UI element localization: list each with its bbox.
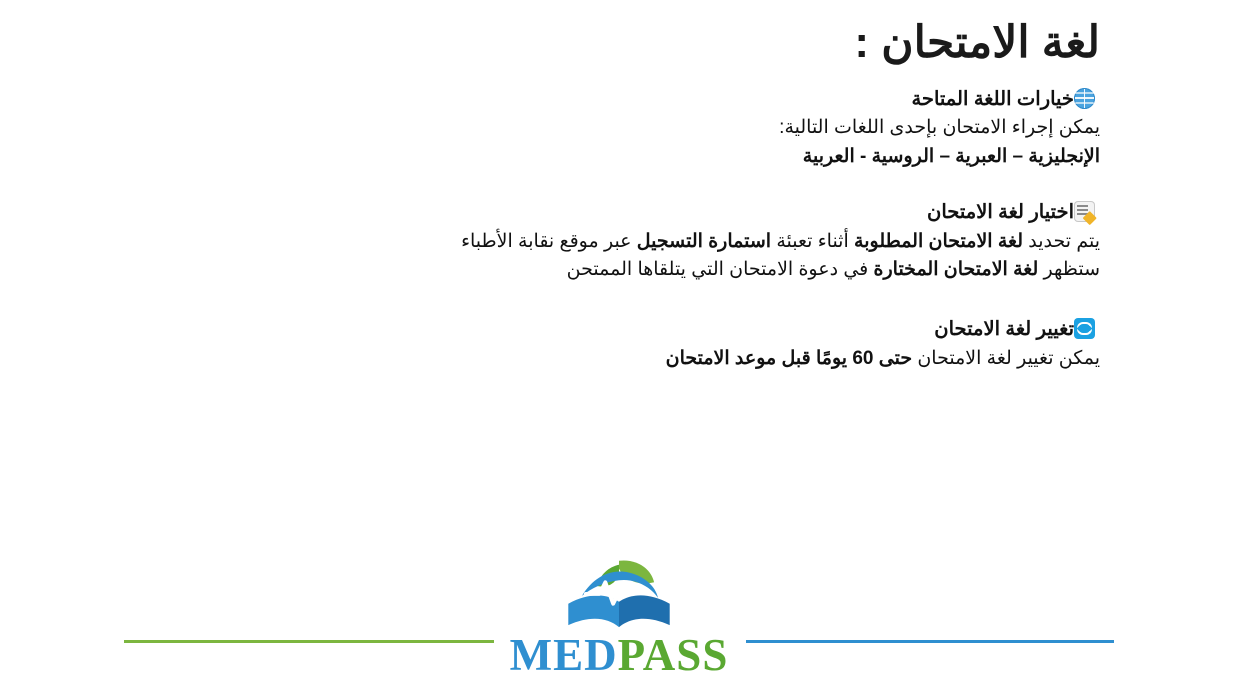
refresh-icon <box>1074 318 1095 339</box>
logo-mark-icon <box>560 553 678 631</box>
section-2-line-2 <box>0 256 1100 285</box>
footer-brand-band <box>124 536 1114 696</box>
section-1-line-1 <box>0 114 1100 143</box>
text-run: يمكن تغيير لغة الامتحان <box>912 347 1100 369</box>
divider-left <box>124 640 494 643</box>
text-run-bold: حتى 60 يومًا قبل موعد الامتحان <box>665 347 913 369</box>
text-run: في دعوة الامتحان التي يتلقاها الممتحن <box>566 259 874 281</box>
medpass-logo <box>469 553 769 678</box>
text-run: عبر موقع نقابة الأطباء <box>461 230 637 252</box>
text-run: يتم تحديد <box>1022 230 1100 252</box>
section-3-line-1 <box>0 345 1100 374</box>
section-heading-2 <box>0 198 1100 228</box>
globe-icon <box>1074 88 1095 109</box>
text-run: أثناء تعبئة <box>771 230 855 252</box>
section-heading-3-label: تغيير لغة الامتحان <box>934 318 1074 341</box>
text-run-bold: لغة الامتحان المطلوبة <box>854 230 1023 252</box>
section-heading-1-label: خيارات اللغة المتاحة <box>911 87 1074 110</box>
section-heading-3 <box>0 315 1100 345</box>
spacer <box>0 172 1100 198</box>
logo-wordmark <box>469 630 769 680</box>
section-1-line-2 <box>0 143 1100 172</box>
memo-icon <box>1074 201 1095 222</box>
logo-wordmark-pass: PASS <box>617 630 729 680</box>
divider-right <box>746 640 1114 643</box>
spacer <box>0 285 1100 315</box>
text-run: ستظهر <box>1038 259 1100 281</box>
body-block <box>0 69 1238 374</box>
page-title: لغة الامتحان : <box>854 18 1100 67</box>
logo-wordmark-med: MED <box>509 630 618 680</box>
section-2-line-1 <box>0 228 1100 257</box>
text-run-bold: لغة الامتحان المختارة <box>873 259 1039 281</box>
text-run: الإنجليزية – العبرية – الروسية - العربية <box>802 146 1100 168</box>
text-run: يمكن إجراء الامتحان بإحدى اللغات التالية: <box>779 117 1100 139</box>
text-run-bold: استمارة التسجيل <box>636 230 772 252</box>
section-heading-1 <box>0 85 1100 115</box>
section-heading-2-label: اختيار لغة الامتحان <box>927 200 1074 223</box>
